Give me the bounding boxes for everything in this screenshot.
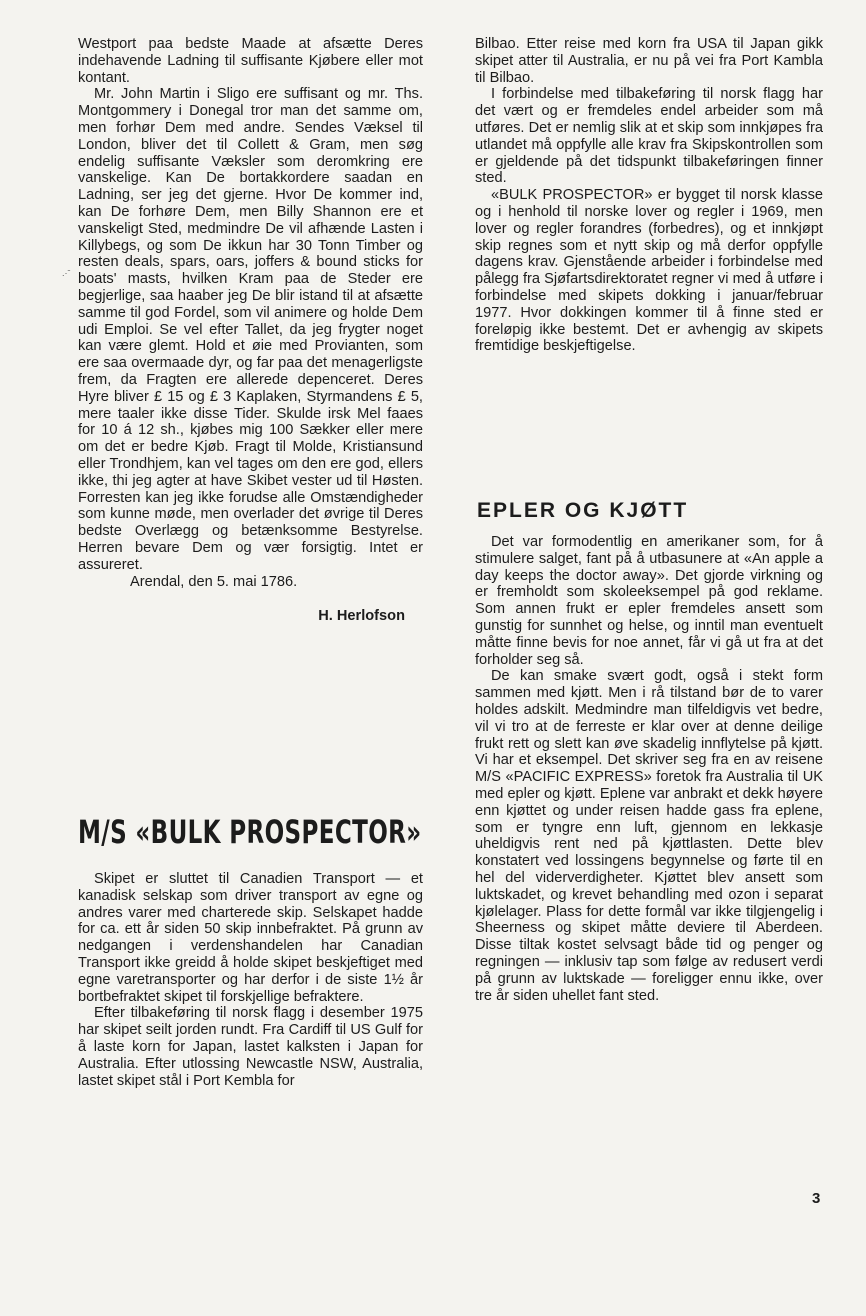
bulk-paragraph: Efter tilbakeføring til norsk flagg i desember 1975 har skipet seilt jorden rundt. Fra Cardiff til US Gulf for å laste korn for Japan, lastet kalksten i Japan for Australia. Efter utlossing Newcastle NSW, Australia, lastet skipet stål i Port Kembla for <box>78 1005 423 1089</box>
epler-paragraph: De kan smake svært godt, også i stekt form sammen med kjøtt. Men i rå tilstand bør de to varer holdes adskilt. Medmindre man tilfeldigvis vet bedre, vil vi tro at de ferreste er klar over at denne deilige frukt rett og slett kan øve skadelig innflytelse på kjøtt. Vi har et eksempel. Det skriver seg fra en av reisene M/S «PACIFIC EXPRESS» foretok fra Australia til UK med epler og kjøtt. Eplene var anbrakt et dekk høyere enn kjøttet og under reisen hadde gass fra eplene, som er tyngre enn luft, gjennom en lekkasje uheldigvis rent ned på kjøttlasten. Dette blev konstatert ved lossingens begynnelse og førte til en hel del viderverdigheter. Kjøttet blev ansett som luktskadet, og krevet behandling med ozon i separat kjølelager. Plass for dette formål var ikke tilgjengelig i Sheerness og skipet måtte deviere til Aberdeen. Disse tiltak kostet selvsagt både tid og penger og regningen — inklusiv tap som følge av redusert verdi på grunn av luktskade — foreligger ennu ikke, over tre år siden uhellet fant sted. <box>475 668 823 1004</box>
page-number: 3 <box>812 1190 821 1207</box>
bulk-article-left <box>78 871 423 1089</box>
letter-paragraph: Mr. John Martin i Sligo ere suffisant og mr. Ths. Montgommery i Donegal tror man det samme om, men forhør Dem med andre. Sendes Væksel til London, bliver det til Collett & Gram, men søg endelig suffisante Væksler som deromkring ere vanskelige. Kan De bortakkordere saadan en Ladning, ser jeg det gjerne. Hvor De kommer ind, kan De forhøre Dem, men Billy Shannon ere et vanskeligt Sted, medmindre De vil afhænde Lasten i Killybegs, og som De ikkun har 30 Tonn Timber og resten deals, spars, oars, joffers & bound sticks for boats' masts, hvilken Kram paa de Steder ere begjerlige, saa haaber jeg De blir istand til at afsætte samme til god Fordel, som vil animere og holde Dem udi Emploi. Se vel efter Tallet, da jeg frygter noget kan være glemt. Hold et øie med Provianten, som ere saa overmaade dyr, og far paa det menagerligste frem, da Fragten ere allerede depenceret. Deres Hyre bliver £ 15 og £ 3 Kaplaken, Styrmandens £ 5, mere taaler ikke disse Tider. Skulde irsk Mel faaes for 10 á 12 sh., kjøbes mig 100 Sækker eller mere om det er bedre Kjøb. Fragt til Molde, Kristiansund eller Trondhjem, kan vel tages om den ere god, ellers ikke, thi jeg agter at have Skibet vester ud til Høsten. Forresten kan jeg ikke forudse alle Omstændigheder som kunne møde, men overlader det øvrige til Deres bedste Overlægg og betænksomme Bestyrelse. Herren bevare Dem og vær forsigtig. Intet er assureret. <box>78 86 423 573</box>
bulk-paragraph: «BULK PROSPECTOR» er bygget til norsk klasse og i henhold til norske lover og regler i 1969, men lover og regler forandres (forbedres), og et innkjøpt skip regnes som et nytt skip og må derfor oppfylle dagens krav. Gjenstående arbeider i forbindelse med pålegg fra Sjøfartsdirektoratet regner vi med å utføre i forbindelse med skipets dokking i januar/februar 1977. Hvor dokkingen kommer til å finne sted er foreløpig ikke bestemt. Det er avhengig av skipets fremtidige beskjeftigelse. <box>475 187 823 355</box>
epler-article <box>475 534 823 1004</box>
epler-paragraph: Det var formodentlig en amerikaner som, for å stimulere salget, fant på å utbasunere at «An apple a day keeps the doctor away». Det gjorde virkning og er fremholdt som skoleeksempel på god reklame. Som annen frukt er epler fremdeles ansett som gunstig for sunnhet og helse, og inntil man eventuelt måtte finne bevis for noe annet, får vi gå ut fra at det forholder seg så. <box>475 534 823 668</box>
bulk-paragraph: Skipet er sluttet til Canadien Transport — et kanadisk selskap som driver transport av egne og andres varer med charterede skip. Selskapet hadde for ca. ett år siden 50 skip innbefraktet. På grunn av nedgangen i verdenshandelen har Canadian Transport ikke greidd å holde skipet beskjeftiget med egne varetransporter og har derfor i de siste 1½ år bortbefraktet skipet til forskjellige befraktere. <box>78 871 423 1005</box>
bulk-paragraph: I forbindelse med tilbakeføring til norsk flagg har det vært og er fremdeles endel arbeider som må utføres. Det er nemlig slik at et skip som innkjøpes fra utlandet må oppfylle alle krav fra Skipskontrollen som er gjeldende på det tidspunkt tilbakeføringen finner sted. <box>475 86 823 187</box>
bulk-prospector-headline: M/S «BULK PROSPECTOR» <box>78 813 422 851</box>
margin-mark: .·ˉ <box>62 268 71 278</box>
epler-headline: EPLER OG KJØTT <box>477 499 689 522</box>
letter-paragraph: Westport paa bedste Maade at afsætte Deres indehavende Ladning til suffisante Kjøbere eller mot kontant. <box>78 36 423 86</box>
letter-dateline: Arendal, den 5. mai 1786. <box>130 573 298 590</box>
bulk-paragraph: Bilbao. Etter reise med korn fra USA til Japan gikk skipet atter til Australia, er nu på vei fra Port Kambla til Bilbao. <box>475 36 823 86</box>
bulk-article-right <box>475 36 823 355</box>
letter-continuation <box>78 36 423 625</box>
letter-signature: H. Herlofson <box>318 608 405 625</box>
